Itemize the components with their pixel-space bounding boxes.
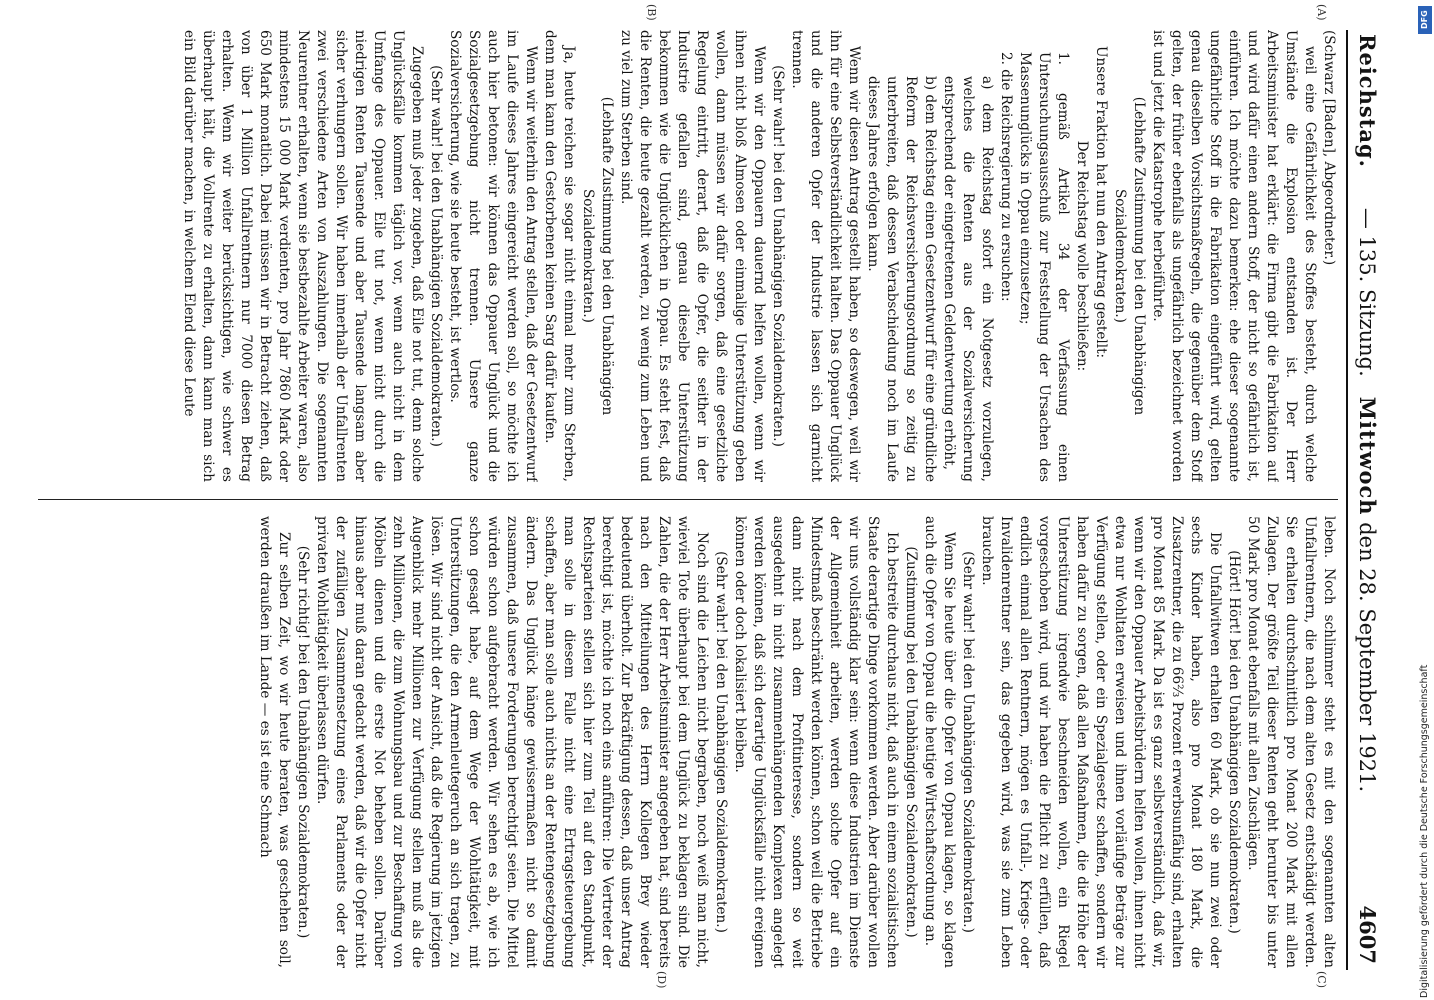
interjection: (Sehr wahr! bei den Unabhängigen Sozialdemokraten.) [770,65,786,447]
margin-marker-c: (C) [1315,971,1328,988]
interjection: (Hört! Hört! bei den Unabhängigen Sozialdemokraten.) [1226,550,1242,934]
margin-marker-b: (B) [645,4,658,21]
digitization-credit: Digitalisierung gefördert durch die Deutsche Forschungsgemeinschaft [1419,664,1430,998]
right-column [38,516,1338,968]
paragraph: Zugegeben muß jeder zugeben, daß Eile not tut, denn solche Unglücksfälle kommen täglich vor, wenn auch nicht in dem Umfange des Oppauer. Eile tut not, wenn nicht durch die niedrigen Renten Tausende und aber Tausende langsam aber sicher verhungern sollen. Wir haben innerhalb der Unfallrenten zwei verschiedene Arten von Auszahlungen. Die sogenannten Neurentner erhalten, wenn sie bestbezahlte Arbeiter waren, also mindestens 15 000 Mark verdienten, pro Jahr 7860 Mark oder 650 Mark monatlich. Dabei müssen wir in Betracht ziehen, daß von über 1 Million Unfallrentnern nur 7000 diesen Betrag erhalten. Wenn wir weiter berücksichtigen, wie schwer es überhaupt hält, die Vollrente zu erhalten, dann kann man sich ein Bild darüber machen, in welchem Elend diese Leute [181,30,425,482]
motion-intro: Der Reichstag wolle beschließen: [1074,140,1090,372]
paragraph: Die Unfallwitwen erhalten 60 Mark, ob sie nun zwei oder sechs Kinder haben, also pro Monat 180 Mark, die Zusatzrentner, die zu 66⅔ Prozent erwerbsunfähig sind, erhalten pro Monat 85 Mark. Da ist es ganz selbstverständlich, daß wir, wenn wir den Oppauer Arbeitsbrüdern helfen wollen, ihnen nicht etwa nur Wohltaten erweisen und ihnen vorläufige Beträge zur Verfügung stellen, oder ein Spezialgesetz schaffen, sondern wir haben dafür zu sorgen, daß allen Maßnahmen, die die Höhe der Unterstützung irgendwie beschneiden wollen, ein Riegel vorgeschoben wird, und wir haben die Pflicht zu erfüllen, daß endlich einmal allen Rentnern, mögen es Unfall-, Kriegs- oder Invalidenrentner sein, das gegeben wird, was sie zum Leben brauchen. [979,516,1223,968]
interjection: (Sehr richtig! bei den Unabhängigen Sozialdemokraten.) [295,545,311,939]
motion-item: 1. gemäß Artikel 34 der Verfassung einen Untersuchungsausschuß zur Feststellung der Ursachen des Massenunglücks in Oppau einzusetzen; [1017,52,1071,482]
dfg-logo: DFG [1418,6,1432,34]
paragraph: leben. Noch schlimmer steht es mit den sogenannten alten Unfallrentnern, die nach dem alten Gesetz entschädigt werden. Sie erhalten durchschnittlich pro Monat 200 Mark mit allen Zulagen. Der größte Teil dieser Renten geht herunter bis unter 50 Mark pro Monat ebenfalls mit allen Zuschlägen. [1245,516,1337,968]
interjection: (Sehr wahr! bei den Unabhängigen Sozialdemokraten.) [428,65,444,447]
paragraph: Ja, heute reichen sie sogar nicht einmal mehr zum Sterben, denn man kann den Gestorbenen keinen Sarg dafür kaufen. [542,30,577,482]
interjection: (Sehr wahr! bei den Unabhängigen Sozialdemokraten.) [713,551,729,933]
session-number: — 135. Sitzung. [1355,207,1379,377]
motion-item: 2. die Reichsregierung zu ersuchen: [998,52,1014,302]
left-column [38,30,1338,482]
page-header [1346,30,1388,970]
page-number: 4607 [1355,905,1380,964]
paragraph: Unsere Fraktion hat nun den Antrag gestellt: [1093,46,1109,359]
paragraph: Zur selben Zeit, wo wir heute beraten, was geschehen soll, werden draußen im Lande — es ist eine Schmach [257,516,292,968]
interjection: (Zustimmung bei den Unabhängigen Sozialdemokraten.) [903,546,919,938]
paragraph: Wenn wir den Oppauern dauernd helfen wollen, wenn wir ihnen nicht bloß Almosen oder einmalige Unterstützung geben wollen, dann müssen wir dafür sorgen, daß eine gesetzliche Regelung eintritt, derart, daß die Opfer, die seither in der Industrie gefallen sind, genau dieselbe Unterstützung bekommen wie die Unglücklichen in Oppau. Es steht fest, daß die Renten, die heute gezahlt werden, zu wenig zum Leben und zu viel zum Sterben sind. [618,30,767,482]
column-divider [38,499,1338,500]
motion-subitem: b) dem Reichstag einen Gesetzentwurf für eine gründliche Reform der Reichsversicherungsordnung so zeitig zu unterbreiten, daß dessen Verabschiedung noch im Laufe dieses Jahres erfolgen kann. [865,76,938,482]
motion-subitem: a) dem Reichstag sofort ein Notgesetz vorzulegen, welches die Renten aus der Sozialversicherung entsprechend der eingetretenen Geldentwertung erhöht, [941,76,995,482]
speaker-line: (Schwarz [Baden], Abgeordneter.) [1321,30,1337,266]
weekday: Mittwoch [1355,396,1380,516]
paragraph: Wenn Sie heute über die Opfer von Oppau klagen, so klagen auch die Opfer von Oppau die heutige Wirtschaftsordnung an. [922,516,957,968]
paragraph: Ich bestreite durchaus nicht, daß auch in einem sozialistischen Staate derartige Dinge vorkommen werden. Aber darüber wollen wir uns vollständig klar sein: wenn diese Industrien im Dienste der Allgemeinheit arbeiten, werden solche Opfer auf ein Mindestmaß beschränkt werden können, schon weil die Betriebe dann nicht nach dem Profitinteresse, sondern so weit ausgedehnt in nicht zusammenhängenden Komplexen angelegt werden können, daß sich derartige Unglücksfälle nicht ereignen können oder doch lokalisiert bleiben. [732,516,900,968]
session-date: den 28. September 1921. [1355,522,1379,793]
session-line [1355,30,1380,970]
interjection: (Lebhafte Zustimmung bei den Unabhängigen Sozialdemokraten.) [1112,96,1147,416]
margin-marker-d: (D) [655,971,668,989]
publication-title: Reichstag. [1355,34,1380,168]
newspaper-page [28,4,1388,989]
interjection: (Lebhafte Zustimmung bei den Unabhängigen Sozialdemokraten.) [580,96,615,416]
interjection: (Sehr wahr! bei den Unabhängigen Sozialdemokraten.) [960,551,976,933]
paragraph: Wenn wir weiterhin den Antrag stellen, daß der Gesetzentwurf im Laufe dieses Jahres eingereicht werden soll, so möchte ich auch hier betonen: wir können das Oppauer Unglück und die Sozialgesetzgebung nicht trennen. Unsere ganze Sozialversicherung, wie sie heute besteht, ist wertlos. [447,30,539,482]
dfg-credit-strip [1418,6,1432,998]
paragraph: weil eine Gefährlichkeit des Stoffes besteht, durch welche Umstände die Explosion entstanden ist. Der Herr Arbeitsminister hat erklärt: die Firma gibt die Fabrikation auf und wird dafür einen andern Stoff, der nicht so gefährlich ist, einführen. Ich möchte dazu bemerken: ehe dieser sogenannte ungefährliche Stoff in die Fabrikation eingeführt wird, gelten genau dieselben Vorsichtsmaßregeln, die gegenüber dem Stoff gelten, der früher ebenfalls als ungefährlich bezeichnet worden ist und jetzt die Katastrophe herbeiführte. [1150,30,1318,482]
paragraph: Noch sind die Leichen nicht begraben, noch weiß man nicht, wieviel Tote überhaupt bei dem Unglück zu beklagen sind. Die Zahlen, die der Herr Arbeitsminister angegeben hat, sind bereits nach den Mitteilungen des Herrn Kollegen Brey wieder bedeutend überholt. Zur Bekräftigung dessen, daß unser Antrag berechtigt ist, möchte ich noch eins anführen: Die Vertreter der Rechtsparteien stellen sich hier zum Teil auf den Standpunkt, man solle in diesem Falle nicht eine Ertragsteuergebung schaffen, aber man solle auch nichts an der Rentengesetzgebung ändern. Das Unglück hänge gewissermaßen nicht so damit zusammen, daß unsere Forderungen berechtigt seien. Die Mittel würden schon aufgebracht werden. Wir sehen es ab, wie ich schon gesagt habe, auf dem Wege der Wohltätigkeit, mit Unterstützungen, die den Armenleutegeruch an sich tragen, zu lösen. Wir sind nicht der Ansicht, daß die Regierung im jetzigen Augenblick mehr Millionen zur Verfügung stellen muß als die zehn Millionen, die zum Wohnungsbau und zur Beschaffung von Möbeln dienen und die erste Not beheben sollen. Darüber hinaus aber muß daran gedacht werden, daß wir die Opfer nicht der zufälligen Zusammensetzung eines Parlaments oder der privaten Wohltätigkeit überlassen dürfen. [314,516,710,968]
margin-marker-a: (A) [1315,4,1328,21]
paragraph: Wenn wir diesen Antrag gestellt haben, so deswegen, weil wir ihn für eine Selbstverständlichkeit halten. Das Oppauer Unglück und die anderen Opfer der Industrie lassen sich garnicht trennen. [789,30,862,482]
